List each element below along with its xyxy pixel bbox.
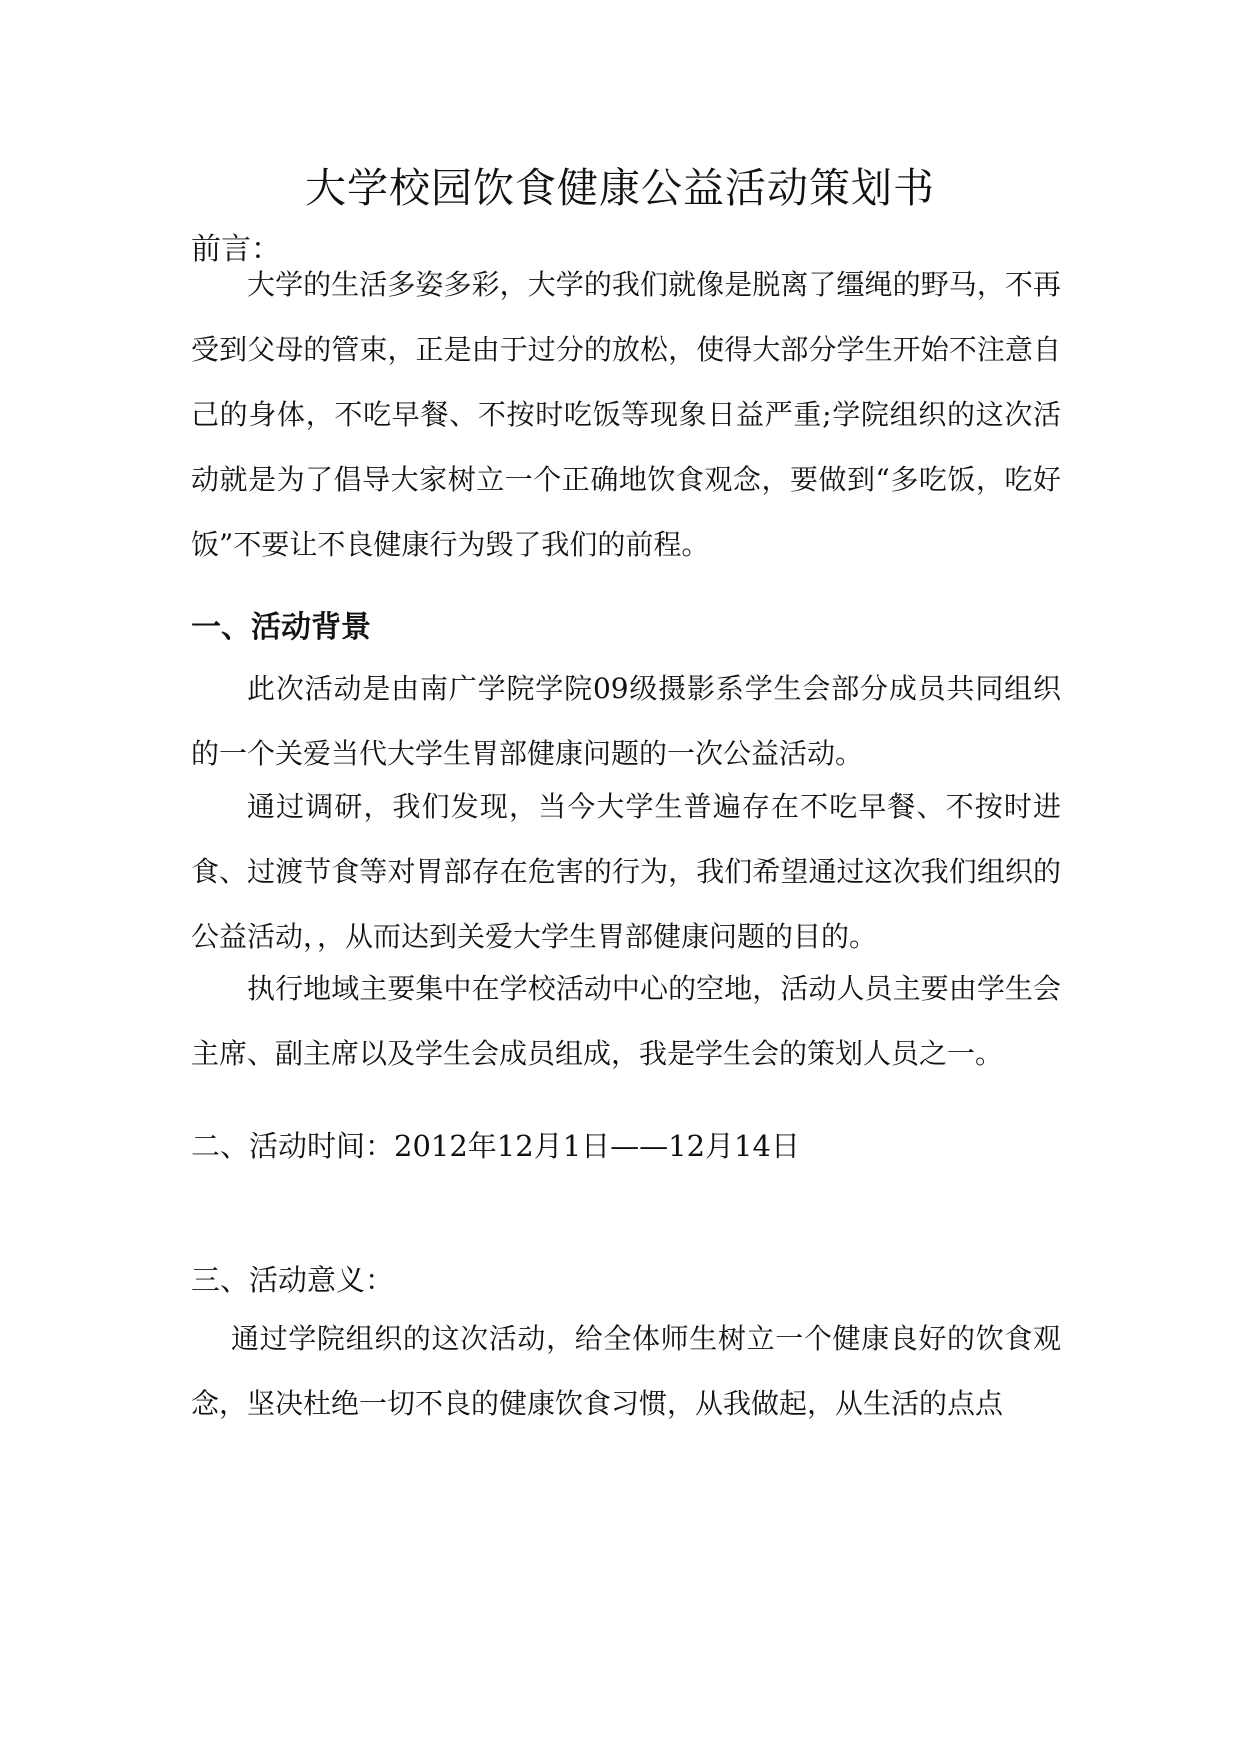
document-title: 大学校园饮食健康公益活动策划书 xyxy=(305,164,935,212)
section-heading-background: 一、活动背景 xyxy=(191,610,371,645)
section1-paragraph-2: 通过调研，我们发现，当今大学生普遍存在不吃早餐、不按时进食、过渡节食等对胃部存在危害的行为，我们希望通过这次我们组织的公益活动，，从而达到关爱大学生胃部健康问题的目的。 xyxy=(191,790,1061,953)
section-heading-time: 二、活动时间：2012年12月1日——12月14日 xyxy=(191,1129,800,1163)
section3-paragraph-1: 通过学院组织的这次活动，给全体师生树立一个健康良好的饮食观念，坚决杜绝一切不良的健康饮食习惯，从我做起，从生活的点点 xyxy=(191,1322,1061,1420)
section1-paragraph-3: 执行地域主要集中在学校活动中心的空地，活动人员主要由学生会主席、副主席以及学生会成员组成，我是学生会的策划人员之一。 xyxy=(191,972,1061,1070)
section-heading-significance: 三、活动意义： xyxy=(191,1263,395,1297)
preface-label: 前言： xyxy=(191,232,281,267)
preface-paragraph: 大学的生活多姿多彩，大学的我们就像是脱离了缰绳的野马，不再受到父母的管束，正是由于过分的放松，使得大部分学生开始不注意自己的身体，不吃早餐、不按时吃饭等现象日益严重;学院组织的这次活动就是为了倡导大家树立一个正确地饮食观念，要做到“多吃饭，吃好饭”不要让不良健康行为毁了我们的前程。 xyxy=(191,268,1061,561)
section1-paragraph-1: 此次活动是由南广学院学院09级摄影系学生会部分成员共同组织的一个关爱当代大学生胃部健康问题的一次公益活动。 xyxy=(191,672,1061,770)
